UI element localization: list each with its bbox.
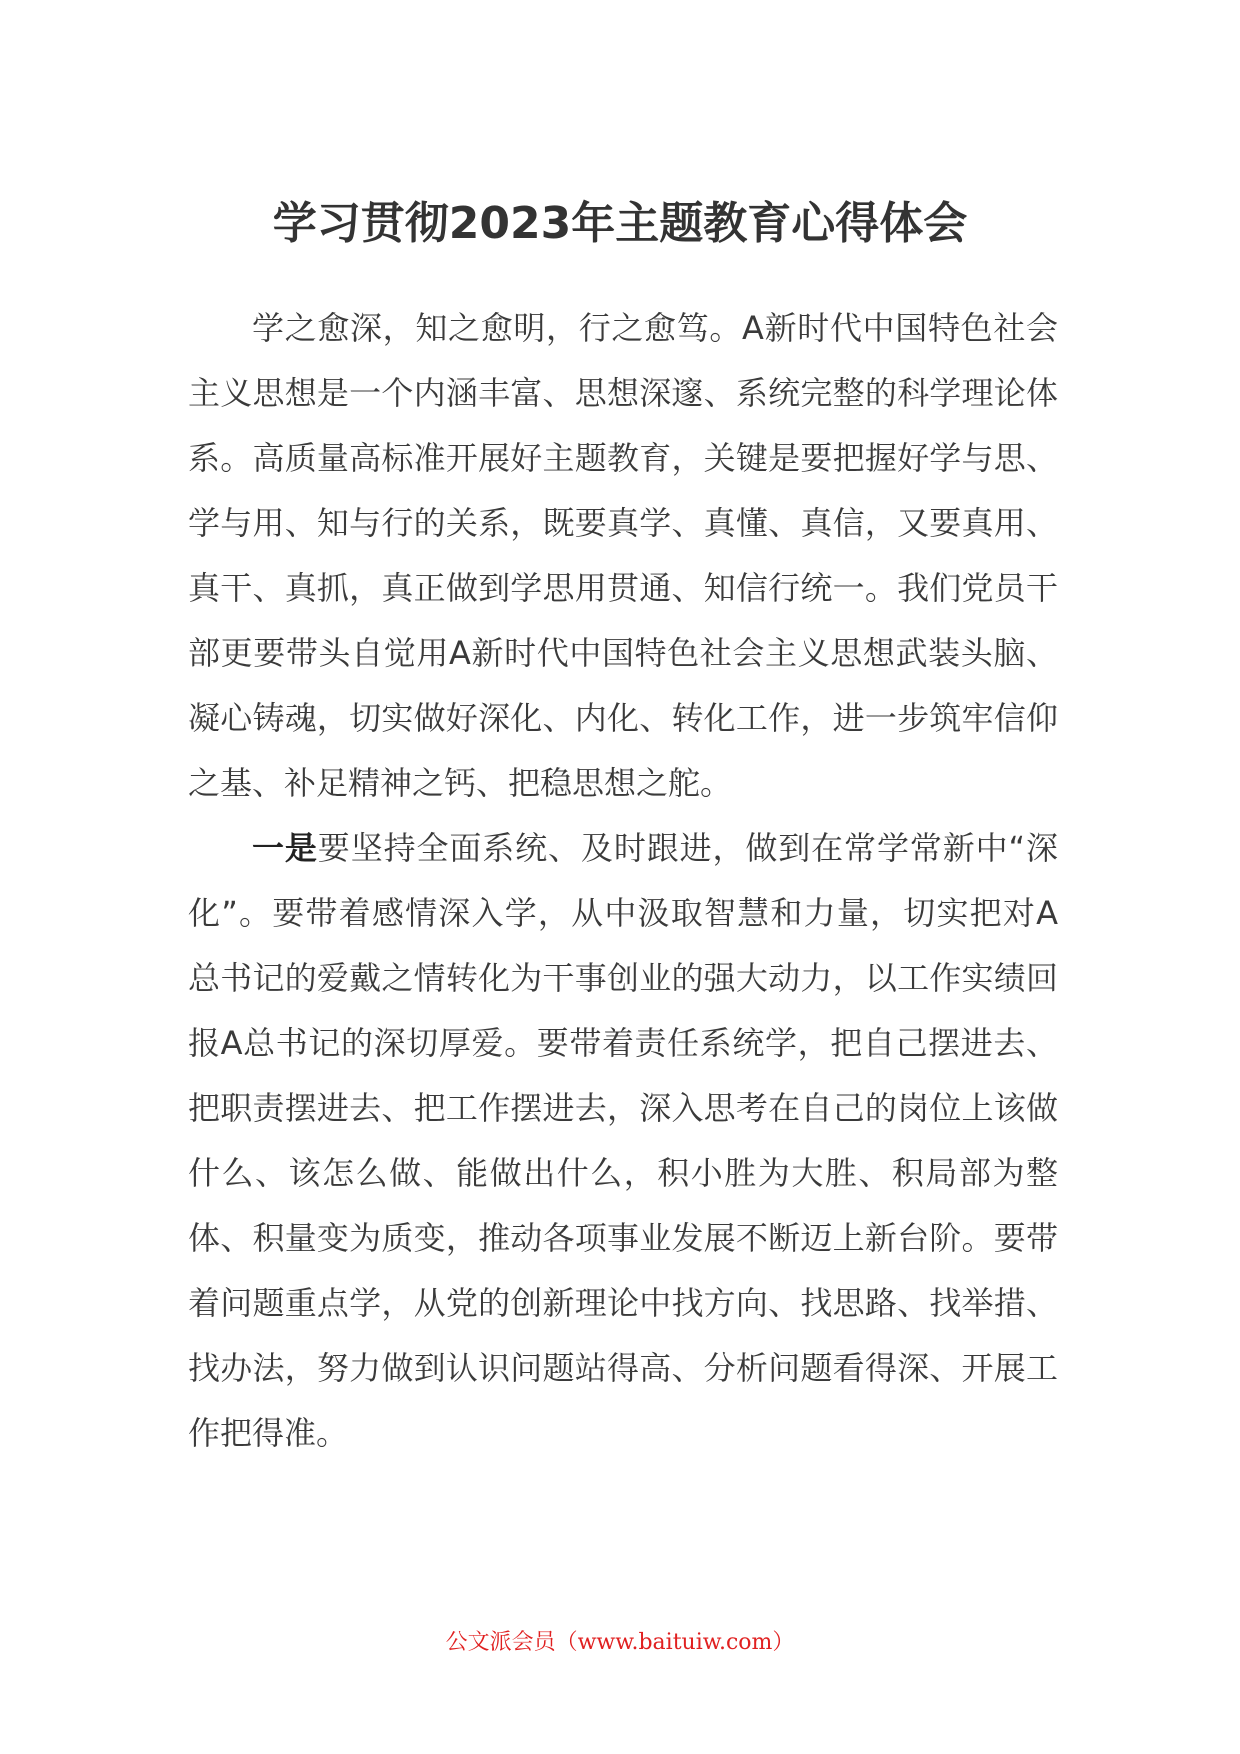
paragraph-point-one — [188, 816, 1058, 1466]
paragraph-point-one-text: 要坚持全面系统、及时跟进，做到在常学常新中“深化”。要带着感情深入学，从中汲取智慧和力量，切实把对A总书记的爱戴之情转化为干事创业的强大动力，以工作实绩回报A总书记的深切厚爱。要带着责任系统学，把自己摆进去、把职责摆进去、把工作摆进去，深入思考在自己的岗位上该做什么、该怎么做、能做出什么，积小胜为大胜、积局部为整体、积量变为质变，推动各项事业发展不断迈上新台阶。要带着问题重点学，从党的创新理论中找方向、找思路、找举措、找办法，努力做到认识问题站得高、分析问题看得深、开展工作把得准。 — [188, 829, 1058, 1452]
paragraph-intro — [188, 296, 1058, 816]
footer-watermark: 公文派会员（www.baituiw.com） — [445, 1630, 795, 1655]
document-body — [188, 296, 1058, 1466]
paragraph-intro-text: 学之愈深，知之愈明，行之愈笃。A新时代中国特色社会主义思想是一个内涵丰富、思想深邃、系统完整的科学理论体系。高质量高标准开展好主题教育，关键是要把握好学与思、学与用、知与行的关系，既要真学、真懂、真信，又要真用、真干、真抓，真正做到学思用贯通、知信行统一。我们党员干部更要带头自觉用A新时代中国特色社会主义思想武装头脑、凝心铸魂，切实做好深化、内化、转化工作，进一步筑牢信仰之基、补足精神之钙、把稳思想之舵。 — [188, 309, 1058, 802]
paragraph-point-one-lead: 一是 — [252, 829, 318, 867]
document-title: 学习贯彻2023年主题教育心得体会 — [272, 198, 968, 249]
